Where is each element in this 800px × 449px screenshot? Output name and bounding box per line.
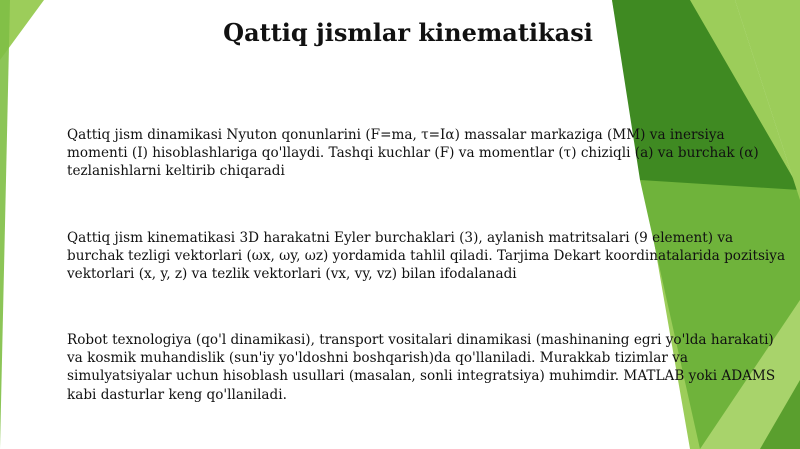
paragraph-applications: Robot texnologiya (qo'l dinamikasi), transport vositalari dinamikasi (mashinaning egri yo'lda harakati) va kosmik muhandislik (sun'iy yo'ldoshni boshqarish)da qo'llaniladi. Murakkab tizimlar va simulyatsiyalar uchun hisoblash usullari (masalan, sonli integratsiya) muhimdir. MATLAB yoki ADAMS kabi dasturlar keng qo'llaniladi.: [67, 332, 776, 403]
paragraph-dynamics: Qattiq jism dinamikasi Nyuton qonunlarini (F=ma, τ=Iα) massalar markaziga (MM) va inersiya momenti (I) hisoblashlariga qo'llaydi. Tashqi kuchlar (F) va momentlar (τ) chiziqli (a) va burchak (α) tezlanishlarni keltirib chiqaradi: [67, 127, 759, 180]
slide-title: Qattiq jismlar kinematikasi: [223, 18, 593, 47]
paragraph-kinematics: Qattiq jism kinematikasi 3D harakatni Eyler burchaklari (3), aylanish matritsalari (9 element) va burchak tezligi vektorlari (ωx, ωy, ωz) yordamida tahlil qiladi. Tarjima Dekart koordinatalarida pozitsiya vektorlari (x, y, z) va tezlik vektorlari (vx, vy, vz) bilan ifodalanadi: [67, 230, 786, 283]
left-green-strip-lower: [0, 0, 10, 449]
